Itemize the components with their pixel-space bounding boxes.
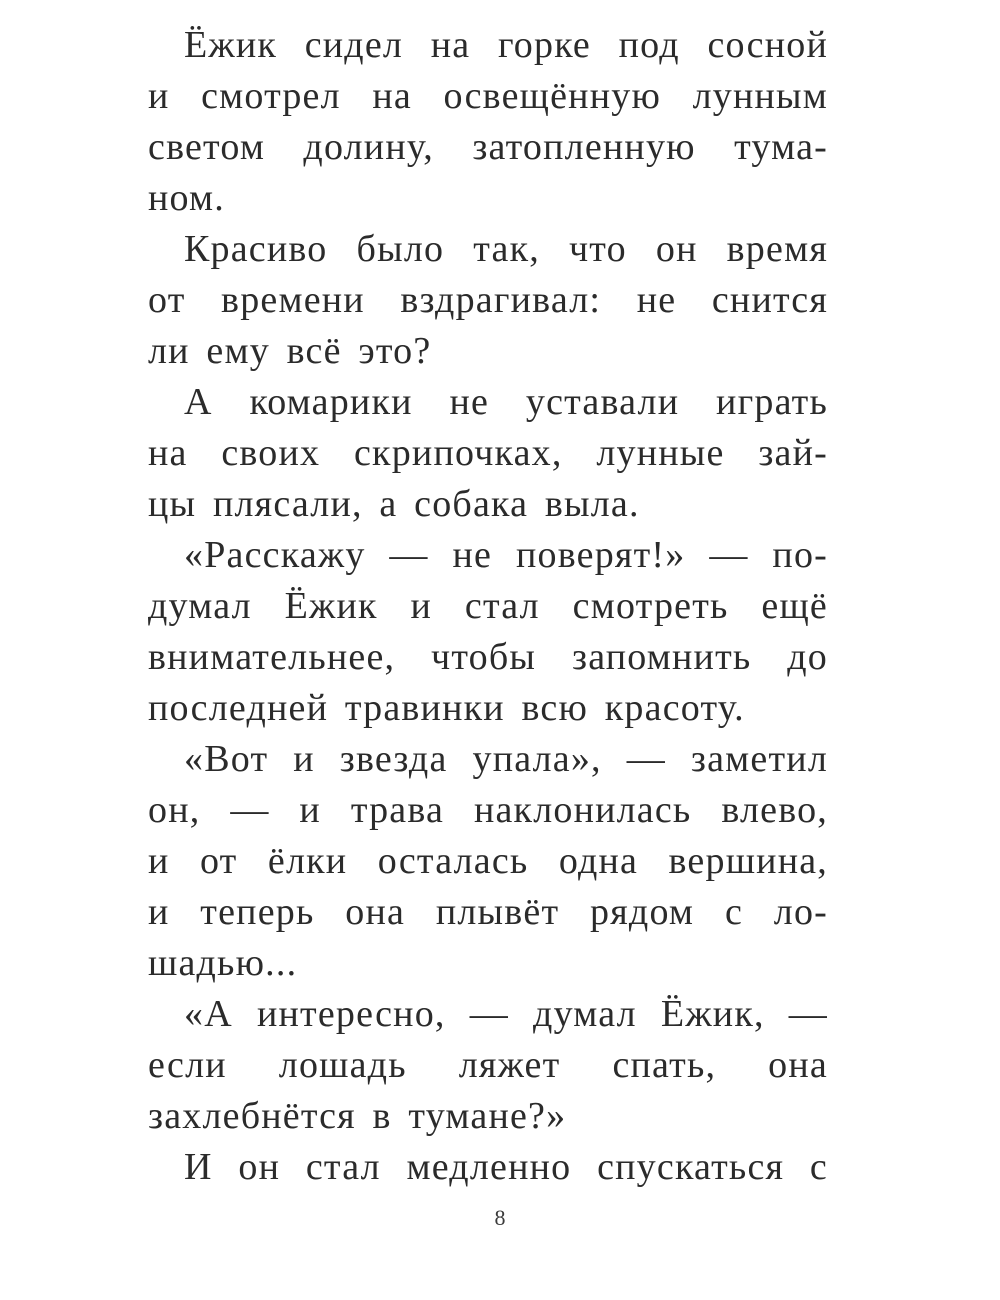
text-line: И он стал медленно спускаться с xyxy=(184,1146,828,1188)
text-line: если лошадь ляжет спать, она xyxy=(148,1044,828,1086)
paragraph xyxy=(148,734,828,989)
text-line: Ёжик сидел на горке под сосной xyxy=(184,24,828,66)
text-line: «Вот и звезда упала», — заметил xyxy=(184,738,828,780)
paragraph xyxy=(148,530,828,734)
paragraph xyxy=(148,989,828,1142)
text-line: светом долину, затопленную тума- xyxy=(148,126,828,168)
text-line: от времени вздрагивал: не снится xyxy=(148,279,828,321)
text-line: и теперь она плывёт рядом с ло- xyxy=(148,891,828,933)
page-number: 8 xyxy=(494,1205,506,1230)
paragraph xyxy=(148,224,828,377)
text-line: «Расскажу — не поверят!» — по- xyxy=(184,534,828,576)
text-line: Красиво было так, что он время xyxy=(184,228,828,270)
paragraph xyxy=(148,1142,828,1193)
text-line: А комарики не уставали играть xyxy=(184,381,828,423)
text-line: ли ему всё это? xyxy=(148,330,432,372)
text-line: цы плясали, а собака выла. xyxy=(148,483,640,525)
text-line: шадью... xyxy=(148,942,298,984)
text-line: на своих скрипочках, лунные зай- xyxy=(148,432,828,474)
text-line: внимательнее, чтобы запомнить до xyxy=(148,636,828,678)
text-line: и от ёлки осталась одна вершина, xyxy=(148,840,828,882)
paragraph xyxy=(148,20,828,224)
text-line: последней травинки всю красоту. xyxy=(148,687,745,729)
text-line: он, — и трава наклонилась влево, xyxy=(148,789,828,831)
text-line: ном. xyxy=(148,177,225,219)
paragraph xyxy=(148,377,828,530)
text-line: «А интересно, — думал Ёжик, — xyxy=(184,993,828,1035)
text-line: захлебнётся в тумане?» xyxy=(148,1095,567,1137)
body-text xyxy=(148,20,828,1193)
text-line: думал Ёжик и стал смотреть ещё xyxy=(148,585,828,627)
text-line: и смотрел на освещённую лунным xyxy=(148,75,828,117)
